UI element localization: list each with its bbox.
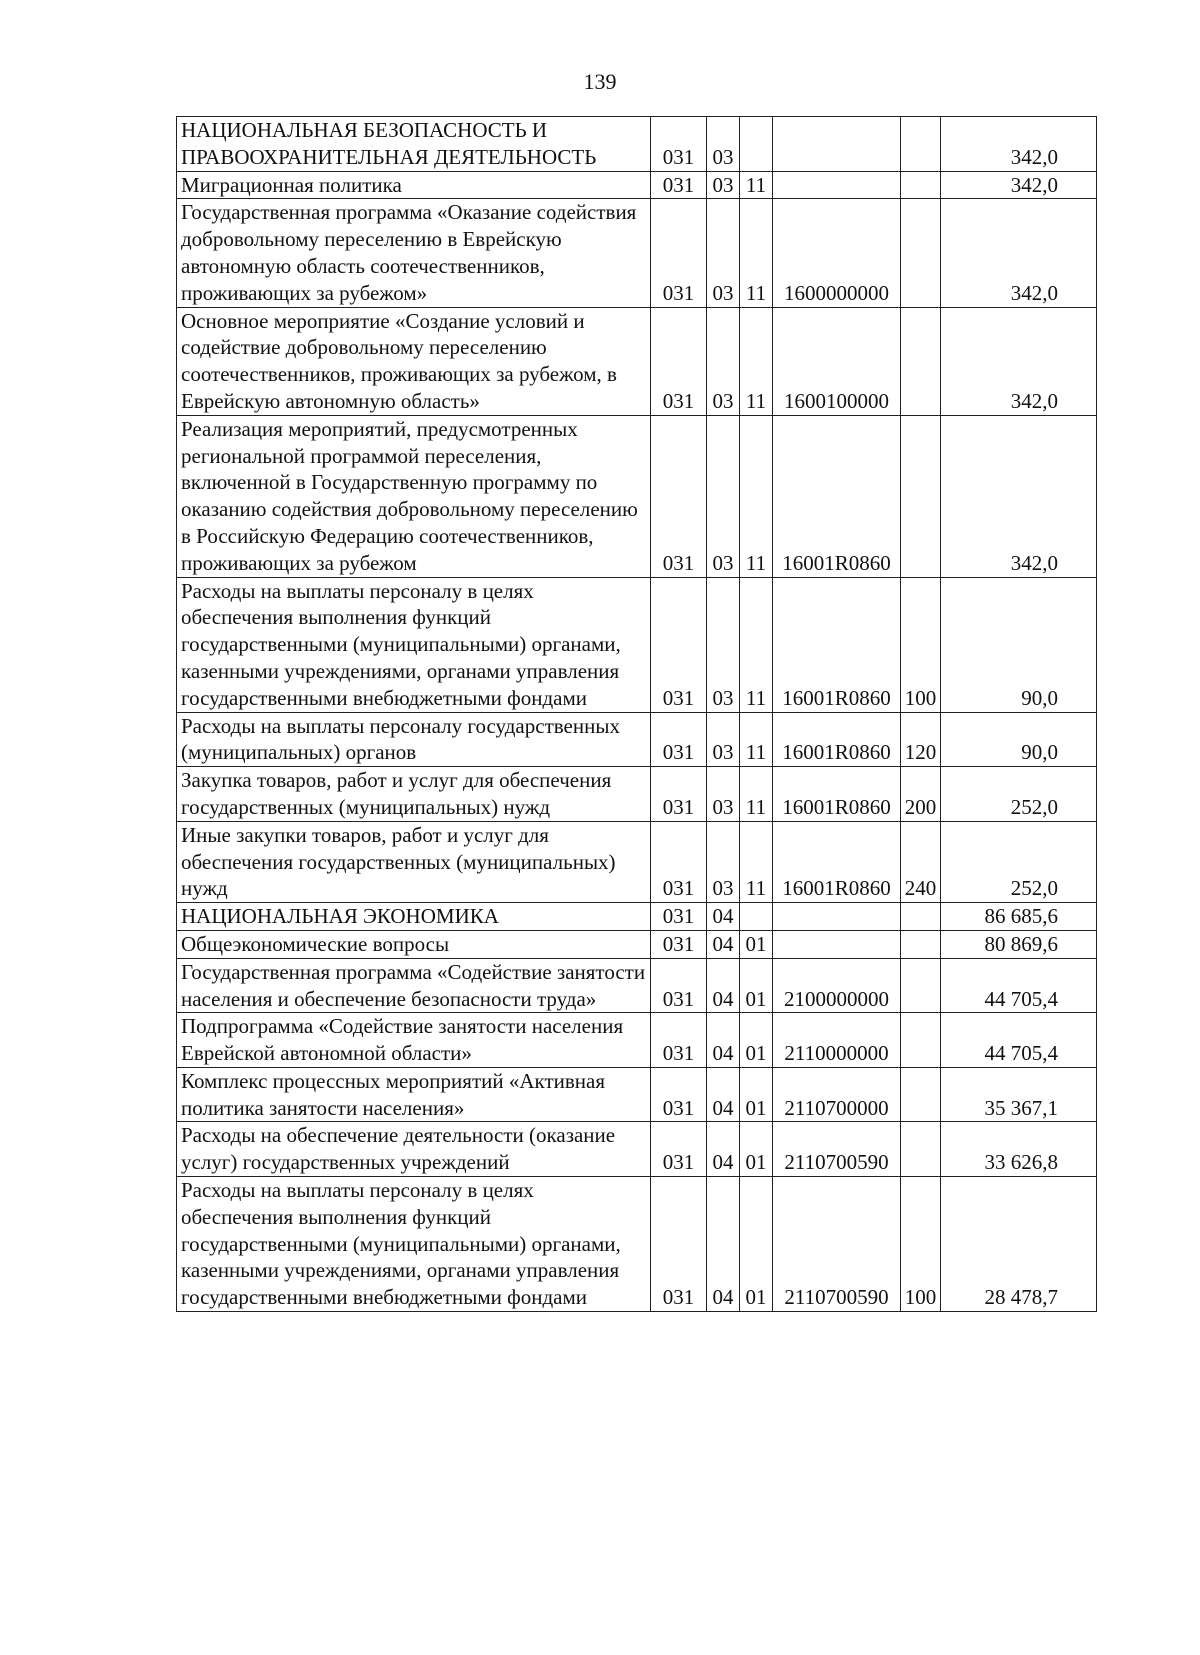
row-amount: 86 685,6 [941, 903, 1097, 931]
row-name: Расходы на выплаты персоналу в целях обеспечения выполнения функций государственными (муниципальными) органами, казенными учреждениями, органами управления государственными внебюджетными фондами [177, 577, 651, 712]
row-subsection-code: 11 [740, 415, 773, 577]
row-target-article-code [773, 930, 901, 958]
row-admin-code: 031 [651, 577, 707, 712]
row-amount: 44 705,4 [941, 1013, 1097, 1068]
row-expense-type-code [901, 199, 941, 307]
table-row [177, 930, 1097, 958]
row-expense-type-code [901, 1013, 941, 1068]
row-subsection-code: 01 [740, 958, 773, 1013]
row-expense-type-code: 100 [901, 1177, 941, 1312]
row-expense-type-code [901, 415, 941, 577]
row-expense-type-code [901, 307, 941, 415]
row-target-article-code [773, 903, 901, 931]
row-name: Государственная программа «Оказание содействия добровольному переселению в Еврейскую автономную область соотечественников, проживающих за рубежом» [177, 199, 651, 307]
row-target-article-code: 16001R0860 [773, 767, 901, 822]
row-target-article-code: 16001R0860 [773, 821, 901, 902]
row-admin-code: 031 [651, 1177, 707, 1312]
row-expense-type-code [901, 903, 941, 931]
row-admin-code: 031 [651, 1013, 707, 1068]
row-amount: 342,0 [941, 307, 1097, 415]
row-section-code: 04 [707, 1067, 740, 1122]
row-expense-type-code: 240 [901, 821, 941, 902]
table-row [177, 903, 1097, 931]
row-target-article-code: 16001R0860 [773, 415, 901, 577]
row-target-article-code: 2110700000 [773, 1067, 901, 1122]
row-name: Расходы на выплаты персоналу государственных (муниципальных) органов [177, 712, 651, 767]
table-row [177, 307, 1097, 415]
row-subsection-code: 11 [740, 171, 773, 199]
row-section-code: 03 [707, 821, 740, 902]
row-amount: 90,0 [941, 577, 1097, 712]
row-section-code: 03 [707, 712, 740, 767]
row-expense-type-code: 100 [901, 577, 941, 712]
row-amount: 44 705,4 [941, 958, 1097, 1013]
row-target-article-code [773, 171, 901, 199]
row-name: Иные закупки товаров, работ и услуг для обеспечения государственных (муниципальных) нужд [177, 821, 651, 902]
row-amount: 35 367,1 [941, 1067, 1097, 1122]
row-subsection-code: 11 [740, 577, 773, 712]
row-expense-type-code [901, 171, 941, 199]
row-amount: 80 869,6 [941, 930, 1097, 958]
row-admin-code: 031 [651, 1067, 707, 1122]
budget-table-body [177, 117, 1097, 1312]
row-expense-type-code: 120 [901, 712, 941, 767]
row-expense-type-code: 200 [901, 767, 941, 822]
row-name: Подпрограмма «Содействие занятости населения Еврейской автономной области» [177, 1013, 651, 1068]
row-subsection-code: 11 [740, 712, 773, 767]
row-name: НАЦИОНАЛЬНАЯ БЕЗОПАСНОСТЬ И ПРАВООХРАНИТЕЛЬНАЯ ДЕЯТЕЛЬНОСТЬ [177, 117, 651, 172]
row-admin-code: 031 [651, 712, 707, 767]
row-admin-code: 031 [651, 199, 707, 307]
row-admin-code: 031 [651, 117, 707, 172]
row-target-article-code [773, 117, 901, 172]
row-section-code: 03 [707, 767, 740, 822]
row-section-code: 04 [707, 1177, 740, 1312]
table-row [177, 415, 1097, 577]
row-subsection-code: 01 [740, 1177, 773, 1312]
row-name: Государственная программа «Содействие занятости населения и обеспечение безопасности труда» [177, 958, 651, 1013]
row-admin-code: 031 [651, 307, 707, 415]
row-name: Расходы на обеспечение деятельности (оказание услуг) государственных учреждений [177, 1122, 651, 1177]
row-section-code: 03 [707, 577, 740, 712]
row-subsection-code: 11 [740, 199, 773, 307]
row-target-article-code: 2110700590 [773, 1177, 901, 1312]
row-expense-type-code [901, 930, 941, 958]
row-admin-code: 031 [651, 958, 707, 1013]
table-row [177, 1177, 1097, 1312]
row-expense-type-code [901, 1122, 941, 1177]
row-expense-type-code [901, 958, 941, 1013]
row-target-article-code: 16001R0860 [773, 712, 901, 767]
row-amount: 342,0 [941, 199, 1097, 307]
table-row [177, 1122, 1097, 1177]
row-section-code: 04 [707, 1122, 740, 1177]
row-amount: 33 626,8 [941, 1122, 1097, 1177]
row-subsection-code [740, 117, 773, 172]
row-expense-type-code [901, 117, 941, 172]
row-amount: 28 478,7 [941, 1177, 1097, 1312]
row-admin-code: 031 [651, 930, 707, 958]
row-section-code: 03 [707, 117, 740, 172]
table-row [177, 199, 1097, 307]
row-admin-code: 031 [651, 767, 707, 822]
row-name: Основное мероприятие «Создание условий и содействие добровольному переселению соотечественников, проживающих за рубежом, в Еврейскую автономную область» [177, 307, 651, 415]
row-name: Реализация мероприятий, предусмотренных региональной программой переселения, включенной в Государственную программу по оказанию содействия добровольному переселению в Российскую Федерацию соотечественников, проживающих за рубежом [177, 415, 651, 577]
table-row [177, 1067, 1097, 1122]
table-row [177, 712, 1097, 767]
table-row [177, 117, 1097, 172]
row-section-code: 04 [707, 903, 740, 931]
row-name: Общеэкономические вопросы [177, 930, 651, 958]
row-name: Закупка товаров, работ и услуг для обеспечения государственных (муниципальных) нужд [177, 767, 651, 822]
row-admin-code: 031 [651, 821, 707, 902]
row-subsection-code: 11 [740, 307, 773, 415]
row-target-article-code: 2110700590 [773, 1122, 901, 1177]
table-row [177, 767, 1097, 822]
row-amount: 252,0 [941, 767, 1097, 822]
row-target-article-code: 16001R0860 [773, 577, 901, 712]
page-number: 139 [583, 69, 617, 94]
row-name: Комплекс процессных мероприятий «Активная политика занятости населения» [177, 1067, 651, 1122]
row-name: Миграционная политика [177, 171, 651, 199]
row-name: НАЦИОНАЛЬНАЯ ЭКОНОМИКА [177, 903, 651, 931]
row-amount: 252,0 [941, 821, 1097, 902]
row-target-article-code: 1600100000 [773, 307, 901, 415]
row-expense-type-code [901, 1067, 941, 1122]
table-row [177, 577, 1097, 712]
row-amount: 90,0 [941, 712, 1097, 767]
table-row [177, 821, 1097, 902]
row-subsection-code: 01 [740, 1013, 773, 1068]
row-admin-code: 031 [651, 171, 707, 199]
row-amount: 342,0 [941, 117, 1097, 172]
row-subsection-code: 01 [740, 930, 773, 958]
row-section-code: 04 [707, 958, 740, 1013]
row-section-code: 04 [707, 1013, 740, 1068]
row-admin-code: 031 [651, 415, 707, 577]
row-target-article-code: 2100000000 [773, 958, 901, 1013]
table-row [177, 958, 1097, 1013]
budget-table [176, 116, 1097, 1312]
row-subsection-code: 11 [740, 767, 773, 822]
row-subsection-code: 01 [740, 1067, 773, 1122]
row-section-code: 03 [707, 171, 740, 199]
row-target-article-code: 2110000000 [773, 1013, 901, 1068]
row-admin-code: 031 [651, 903, 707, 931]
table-row [177, 1013, 1097, 1068]
row-subsection-code: 01 [740, 1122, 773, 1177]
row-amount: 342,0 [941, 171, 1097, 199]
row-admin-code: 031 [651, 1122, 707, 1177]
row-target-article-code: 1600000000 [773, 199, 901, 307]
row-section-code: 04 [707, 930, 740, 958]
row-amount: 342,0 [941, 415, 1097, 577]
row-subsection-code [740, 903, 773, 931]
row-name: Расходы на выплаты персоналу в целях обеспечения выполнения функций государственными (муниципальными) органами, казенными учреждениями, органами управления государственными внебюджетными фондами [177, 1177, 651, 1312]
row-section-code: 03 [707, 199, 740, 307]
table-row [177, 171, 1097, 199]
row-subsection-code: 11 [740, 821, 773, 902]
row-section-code: 03 [707, 415, 740, 577]
row-section-code: 03 [707, 307, 740, 415]
